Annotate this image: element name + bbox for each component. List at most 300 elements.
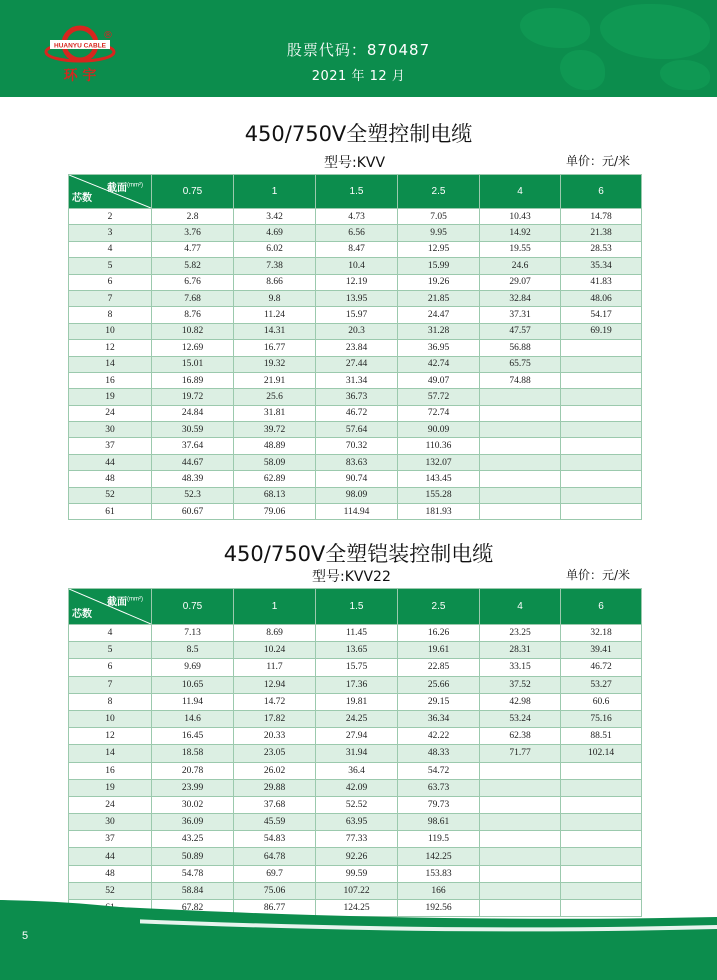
table-row [69, 487, 642, 503]
price-cell: 8.5 [152, 642, 234, 659]
price-cell: 26.02 [234, 762, 316, 779]
core-count-cell: 3 [69, 225, 152, 241]
price-cell: 30.59 [152, 422, 234, 438]
logo-text-top: HUANYU CABLE [54, 42, 106, 50]
core-count-cell: 24 [69, 796, 152, 813]
price-cell: 31.34 [316, 372, 398, 388]
price-cell [480, 405, 561, 421]
price-cell: 32.18 [561, 625, 642, 642]
price-cell: 32.84 [480, 290, 561, 306]
table-row [69, 323, 642, 339]
core-count-cell: 30 [69, 814, 152, 831]
table-row [69, 389, 642, 405]
price-cell: 3.76 [152, 225, 234, 241]
price-cell [480, 504, 561, 520]
price-cell: 63.73 [398, 779, 480, 796]
column-header: 1.5 [316, 175, 398, 209]
price-cell: 14.92 [480, 225, 561, 241]
price-cell: 155.28 [398, 487, 480, 503]
price-cell: 17.36 [316, 676, 398, 693]
table-row [69, 356, 642, 372]
price-cell [561, 389, 642, 405]
table-row [69, 693, 642, 710]
price-cell: 19.81 [316, 693, 398, 710]
price-cell: 23.99 [152, 779, 234, 796]
price-cell [561, 471, 642, 487]
table-row [69, 340, 642, 356]
price-cell: 25.66 [398, 676, 480, 693]
price-cell: 58.09 [234, 454, 316, 470]
price-cell: 14.78 [561, 209, 642, 225]
price-cell: 92.26 [316, 848, 398, 865]
price-cell: 29.07 [480, 274, 561, 290]
price-cell: 15.99 [398, 258, 480, 274]
price-cell: 6.56 [316, 225, 398, 241]
price-cell: 72.74 [398, 405, 480, 421]
price-cell: 24.84 [152, 405, 234, 421]
price-cell: 99.59 [316, 865, 398, 882]
price-cell [561, 796, 642, 813]
price-cell: 37.64 [152, 438, 234, 454]
price-cell: 46.72 [316, 405, 398, 421]
core-count-cell: 14 [69, 745, 152, 762]
price-cell: 8.47 [316, 241, 398, 257]
price-cell: 42.09 [316, 779, 398, 796]
price-cell: 143.45 [398, 471, 480, 487]
price-cell [561, 487, 642, 503]
price-cell: 37.52 [480, 676, 561, 693]
price-cell: 12.69 [152, 340, 234, 356]
core-count-cell: 4 [69, 625, 152, 642]
table-row [69, 676, 642, 693]
price-cell: 28.31 [480, 642, 561, 659]
price-cell: 25.6 [234, 389, 316, 405]
price-cell: 107.22 [316, 882, 398, 899]
table-row [69, 504, 642, 520]
core-count-cell: 16 [69, 372, 152, 388]
table-row [69, 796, 642, 813]
price-cell: 114.94 [316, 504, 398, 520]
price-cell: 69.7 [234, 865, 316, 882]
price-cell: 14.6 [152, 710, 234, 727]
core-count-cell: 37 [69, 831, 152, 848]
price-cell [480, 438, 561, 454]
table-row [69, 762, 642, 779]
price-cell: 19.26 [398, 274, 480, 290]
price-cell: 14.72 [234, 693, 316, 710]
price-cell: 42.74 [398, 356, 480, 372]
price-cell: 29.88 [234, 779, 316, 796]
price-cell: 23.25 [480, 625, 561, 642]
price-cell: 57.72 [398, 389, 480, 405]
price-cell: 39.41 [561, 642, 642, 659]
price-cell: 16.26 [398, 625, 480, 642]
price-cell: 8.66 [234, 274, 316, 290]
price-cell [480, 831, 561, 848]
price-cell: 19.55 [480, 241, 561, 257]
price-cell: 44.67 [152, 454, 234, 470]
price-cell: 11.24 [234, 307, 316, 323]
price-cell: 18.58 [152, 745, 234, 762]
price-cell: 60.6 [561, 693, 642, 710]
core-count-cell: 19 [69, 389, 152, 405]
price-cell: 4.77 [152, 241, 234, 257]
core-count-label: 芯数 [72, 609, 92, 620]
price-cell [480, 796, 561, 813]
core-count-cell: 2 [69, 209, 152, 225]
price-cell: 21.38 [561, 225, 642, 241]
table-row [69, 710, 642, 727]
price-cell: 46.72 [561, 659, 642, 676]
price-cell: 27.94 [316, 728, 398, 745]
price-cell: 36.09 [152, 814, 234, 831]
price-cell: 50.89 [152, 848, 234, 865]
footer-wave [0, 895, 717, 980]
price-cell: 47.57 [480, 323, 561, 339]
price-cell: 20.3 [316, 323, 398, 339]
price-cell: 54.78 [152, 865, 234, 882]
column-header: 4 [480, 589, 561, 625]
price-cell: 24.47 [398, 307, 480, 323]
price-cell: 68.13 [234, 487, 316, 503]
price-cell: 119.5 [398, 831, 480, 848]
page-number: 5 [22, 930, 29, 942]
price-cell: 36.73 [316, 389, 398, 405]
price-cell: 6.76 [152, 274, 234, 290]
price-cell: 10.82 [152, 323, 234, 339]
corner-header-cell [69, 589, 152, 625]
price-cell: 23.05 [234, 745, 316, 762]
price-cell [561, 405, 642, 421]
price-cell: 11.45 [316, 625, 398, 642]
price-cell [561, 340, 642, 356]
core-count-cell: 52 [69, 882, 152, 899]
table2-model: 型号:KVV22 [312, 569, 391, 585]
price-cell: 31.94 [316, 745, 398, 762]
price-cell: 110.36 [398, 438, 480, 454]
core-count-cell: 8 [69, 693, 152, 710]
core-count-cell: 6 [69, 274, 152, 290]
issue-date: 2021 年 12 月 [311, 69, 406, 84]
price-cell: 41.83 [561, 274, 642, 290]
price-cell: 124.25 [316, 900, 398, 917]
price-cell: 53.24 [480, 710, 561, 727]
table-header-row [69, 589, 642, 625]
table-row [69, 831, 642, 848]
price-cell: 19.72 [152, 389, 234, 405]
core-count-cell: 6 [69, 659, 152, 676]
price-cell: 9.69 [152, 659, 234, 676]
price-cell: 54.17 [561, 307, 642, 323]
price-cell: 22.85 [398, 659, 480, 676]
price-cell [561, 865, 642, 882]
price-cell: 4.73 [316, 209, 398, 225]
price-cell: 53.27 [561, 676, 642, 693]
table2 [68, 588, 642, 917]
table-row [69, 307, 642, 323]
core-count-cell: 16 [69, 762, 152, 779]
price-cell: 4.69 [234, 225, 316, 241]
price-cell: 58.84 [152, 882, 234, 899]
price-cell: 27.44 [316, 356, 398, 372]
price-cell [561, 831, 642, 848]
price-cell: 54.72 [398, 762, 480, 779]
price-cell [561, 454, 642, 470]
price-cell: 48.39 [152, 471, 234, 487]
price-cell: 31.81 [234, 405, 316, 421]
price-cell: 13.95 [316, 290, 398, 306]
price-cell [480, 471, 561, 487]
price-cell: 43.25 [152, 831, 234, 848]
section-label: 截面$^{(mm^2)}$ [107, 596, 143, 608]
price-cell: 79.06 [234, 504, 316, 520]
price-cell: 16.77 [234, 340, 316, 356]
price-cell: 5.82 [152, 258, 234, 274]
price-cell: 56.88 [480, 340, 561, 356]
price-cell: 42.98 [480, 693, 561, 710]
table-row [69, 258, 642, 274]
price-cell: 74.88 [480, 372, 561, 388]
price-cell [561, 814, 642, 831]
price-cell: 8.76 [152, 307, 234, 323]
price-cell: 15.97 [316, 307, 398, 323]
core-count-cell: 52 [69, 487, 152, 503]
price-cell: 60.67 [152, 504, 234, 520]
table-row [69, 241, 642, 257]
table1 [68, 174, 642, 520]
core-count-cell: 12 [69, 728, 152, 745]
price-cell: 33.15 [480, 659, 561, 676]
core-count-cell: 8 [69, 307, 152, 323]
price-cell: 52.52 [316, 796, 398, 813]
price-cell [561, 504, 642, 520]
price-cell: 142.25 [398, 848, 480, 865]
table-row [69, 865, 642, 882]
price-cell: 63.95 [316, 814, 398, 831]
price-cell: 70.32 [316, 438, 398, 454]
core-count-cell: 37 [69, 438, 152, 454]
price-cell: 48.89 [234, 438, 316, 454]
price-cell [561, 372, 642, 388]
core-count-cell: 7 [69, 290, 152, 306]
price-cell [480, 762, 561, 779]
price-cell: 62.38 [480, 728, 561, 745]
price-cell: 30.02 [152, 796, 234, 813]
table1-title: 450/750V全塑控制电缆 [244, 122, 473, 146]
price-cell: 16.45 [152, 728, 234, 745]
price-cell: 90.74 [316, 471, 398, 487]
price-cell: 181.93 [398, 504, 480, 520]
table-row [69, 659, 642, 676]
price-cell: 69.19 [561, 323, 642, 339]
table-row [69, 438, 642, 454]
core-count-cell: 4 [69, 241, 152, 257]
core-count-cell: 19 [69, 779, 152, 796]
core-count-cell: 5 [69, 642, 152, 659]
table2-unit: 单价：元/米 [566, 568, 631, 582]
price-cell: 75.06 [234, 882, 316, 899]
price-cell: 8.69 [234, 625, 316, 642]
price-cell: 10.24 [234, 642, 316, 659]
price-cell: 10.43 [480, 209, 561, 225]
price-cell: 37.68 [234, 796, 316, 813]
price-cell: 57.64 [316, 422, 398, 438]
table-header-row [69, 175, 642, 209]
price-cell [561, 762, 642, 779]
price-cell: 86.77 [234, 900, 316, 917]
price-cell: 62.89 [234, 471, 316, 487]
price-cell: 21.91 [234, 372, 316, 388]
stock-code: 股票代码：870487 [286, 41, 431, 59]
table-row [69, 471, 642, 487]
page-header [0, 0, 717, 97]
price-cell: 11.7 [234, 659, 316, 676]
price-cell: 15.01 [152, 356, 234, 372]
price-cell: 153.83 [398, 865, 480, 882]
price-cell: 12.19 [316, 274, 398, 290]
price-cell: 9.8 [234, 290, 316, 306]
table-row [69, 625, 642, 642]
price-cell: 192.56 [398, 900, 480, 917]
column-header: 6 [561, 589, 642, 625]
price-cell [480, 389, 561, 405]
core-count-cell: 61 [69, 504, 152, 520]
price-cell: 11.94 [152, 693, 234, 710]
table-row [69, 405, 642, 421]
core-count-cell: 7 [69, 676, 152, 693]
price-cell: 10.65 [152, 676, 234, 693]
table-row [69, 290, 642, 306]
price-cell: 10.4 [316, 258, 398, 274]
price-cell: 7.05 [398, 209, 480, 225]
price-cell: 12.94 [234, 676, 316, 693]
price-cell: 14.31 [234, 323, 316, 339]
price-cell: 7.13 [152, 625, 234, 642]
table-row [69, 745, 642, 762]
column-header: 1 [234, 589, 316, 625]
price-cell: 17.82 [234, 710, 316, 727]
price-cell: 9.95 [398, 225, 480, 241]
price-cell: 98.09 [316, 487, 398, 503]
table-row [69, 422, 642, 438]
price-cell: 29.15 [398, 693, 480, 710]
price-cell: 166 [398, 882, 480, 899]
price-cell: 36.95 [398, 340, 480, 356]
price-cell: 98.61 [398, 814, 480, 831]
core-count-cell: 5 [69, 258, 152, 274]
price-cell: 6.02 [234, 241, 316, 257]
price-cell: 79.73 [398, 796, 480, 813]
price-cell: 16.89 [152, 372, 234, 388]
table2-title: 450/750V全塑铠装控制电缆 [223, 542, 494, 566]
core-count-cell: 24 [69, 405, 152, 421]
price-cell [561, 438, 642, 454]
table-row [69, 779, 642, 796]
price-cell: 48.33 [398, 745, 480, 762]
price-cell: 37.31 [480, 307, 561, 323]
price-cell: 77.33 [316, 831, 398, 848]
core-count-cell: 48 [69, 471, 152, 487]
price-cell: 19.61 [398, 642, 480, 659]
core-count-cell: 10 [69, 710, 152, 727]
price-cell: 102.14 [561, 745, 642, 762]
column-header: 2.5 [398, 589, 480, 625]
table-row [69, 848, 642, 865]
table-row [69, 274, 642, 290]
price-cell: 2.8 [152, 209, 234, 225]
table1-model: 型号:KVV [324, 155, 386, 171]
price-cell: 64.78 [234, 848, 316, 865]
price-cell: 35.34 [561, 258, 642, 274]
price-cell: 90.09 [398, 422, 480, 438]
price-cell: 54.83 [234, 831, 316, 848]
column-header: 4 [480, 175, 561, 209]
price-cell: 49.07 [398, 372, 480, 388]
table-row [69, 728, 642, 745]
price-cell: 20.33 [234, 728, 316, 745]
price-cell: 7.38 [234, 258, 316, 274]
table-row [69, 372, 642, 388]
price-cell [480, 848, 561, 865]
table-row [69, 225, 642, 241]
column-header: 2.5 [398, 175, 480, 209]
price-cell: 12.95 [398, 241, 480, 257]
price-cell: 13.65 [316, 642, 398, 659]
price-cell [561, 422, 642, 438]
price-cell: 24.6 [480, 258, 561, 274]
price-cell: 15.75 [316, 659, 398, 676]
price-cell: 48.06 [561, 290, 642, 306]
price-cell [561, 356, 642, 372]
column-header: 1.5 [316, 589, 398, 625]
price-cell: 19.32 [234, 356, 316, 372]
price-cell [480, 454, 561, 470]
price-cell: 83.63 [316, 454, 398, 470]
core-count-cell: 12 [69, 340, 152, 356]
price-cell: 28.53 [561, 241, 642, 257]
price-cell: 88.51 [561, 728, 642, 745]
price-cell: 65.75 [480, 356, 561, 372]
price-cell: 71.77 [480, 745, 561, 762]
price-cell: 36.4 [316, 762, 398, 779]
table-row [69, 454, 642, 470]
price-cell: 36.34 [398, 710, 480, 727]
price-cell: 52.3 [152, 487, 234, 503]
table1-unit: 单价：元/米 [566, 154, 631, 168]
price-cell [480, 814, 561, 831]
price-cell [480, 865, 561, 882]
price-cell: 7.68 [152, 290, 234, 306]
price-cell: 31.28 [398, 323, 480, 339]
price-cell: 45.59 [234, 814, 316, 831]
price-cell [480, 779, 561, 796]
corner-header-cell [69, 175, 152, 209]
core-count-cell: 10 [69, 323, 152, 339]
price-cell: 20.78 [152, 762, 234, 779]
price-cell: 24.25 [316, 710, 398, 727]
table-row [69, 642, 642, 659]
column-header: 1 [234, 175, 316, 209]
section-label: 截面$^{(mm^2)}$ [107, 182, 143, 194]
column-header: 6 [561, 175, 642, 209]
price-cell [480, 422, 561, 438]
core-count-cell: 30 [69, 422, 152, 438]
registered-mark: ® [103, 30, 113, 41]
core-count-cell: 44 [69, 454, 152, 470]
column-header: 0.75 [152, 589, 234, 625]
column-header: 0.75 [152, 175, 234, 209]
price-cell: 23.84 [316, 340, 398, 356]
